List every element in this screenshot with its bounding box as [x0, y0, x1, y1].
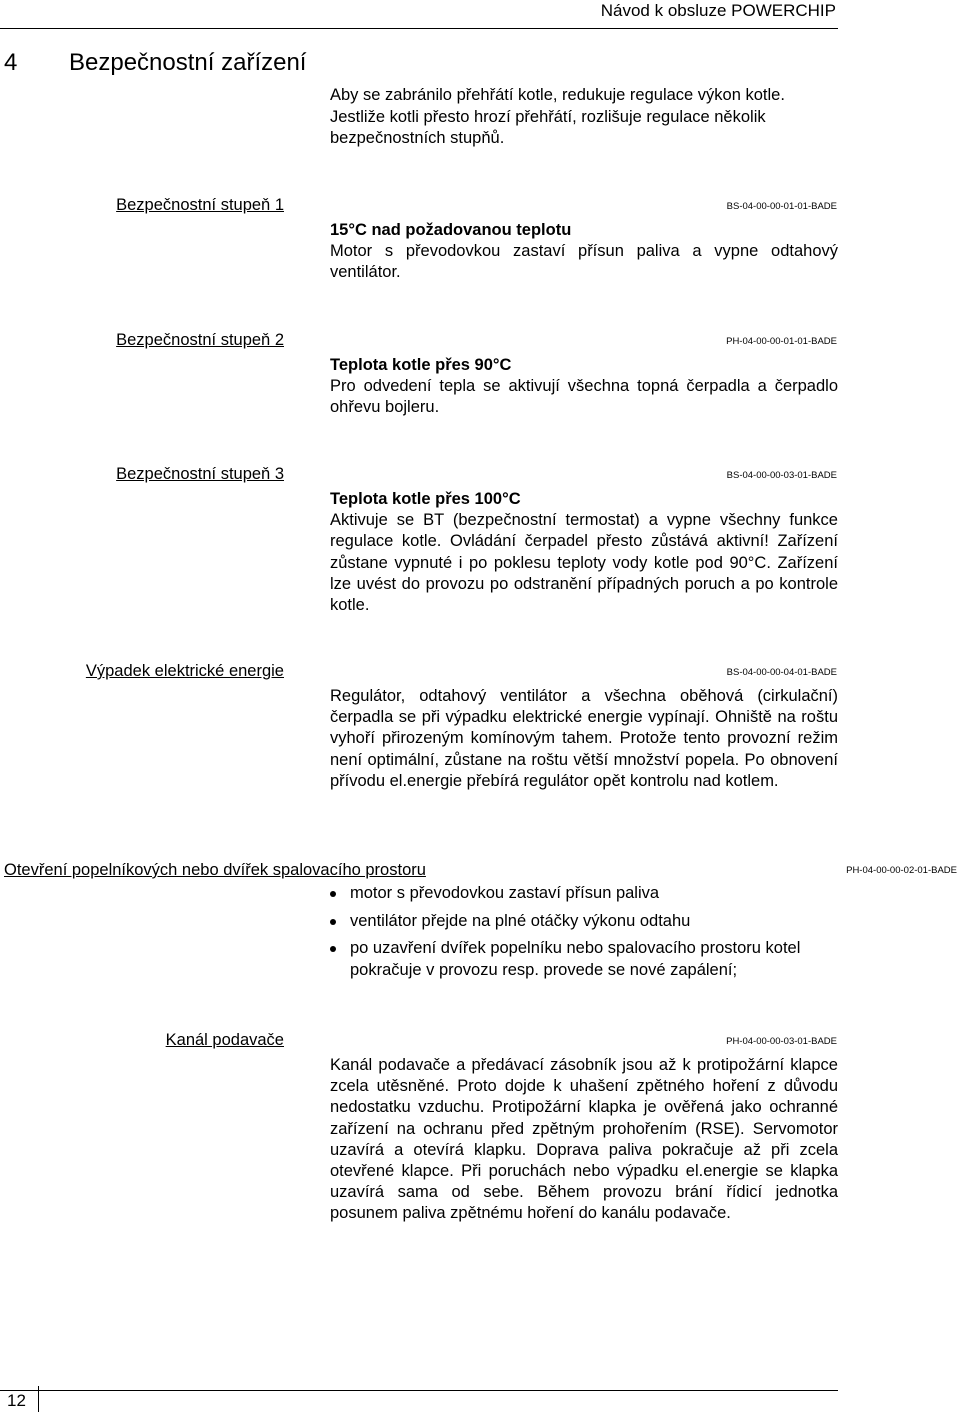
section-label-stage-2: Bezpečnostní stupeň 2	[116, 331, 284, 349]
bullet-icon	[330, 891, 336, 897]
section-subhead-stage-1: 15°C nad požadovanou teplotu	[330, 221, 572, 239]
section-text-stage-2: Pro odvedení tepla se aktivují všechna topná čerpadla a čerpadlo ohřevu bojleru.	[330, 377, 838, 417]
bullet-icon	[330, 946, 336, 952]
section-body-power-outage	[330, 686, 838, 792]
intro-paragraph: Aby se zabránilo přehřátí kotle, redukuje regulace výkon kotle. Jestliže kotli přesto hrozí přehřátí, rozlišuje regulace několik bezpečnostních stupňů.	[330, 86, 785, 147]
section-text-stage-1: Motor s převodovkou zastaví přísun paliva a vypne odtahový ventilátor.	[330, 242, 838, 282]
section-code-door-opening: PH-04-00-00-02-01-BADE	[846, 865, 957, 876]
section-label-stage-1: Bezpečnostní stupeň 1	[116, 196, 284, 214]
running-header-title: Návod k obsluze POWERCHIP	[600, 1, 836, 20]
list-item: motor s převodovkou zastaví přísun paliva	[330, 883, 850, 905]
chapter-number: 4	[4, 49, 18, 76]
chapter-heading	[4, 48, 306, 78]
list-item: po uzavření dvířek popelníku nebo spalovacího prostoru kotel pokračuje v provozu resp. provede se nové zapálení;	[330, 938, 850, 981]
header-rule	[0, 28, 838, 29]
footer-rule	[0, 1390, 838, 1391]
section-body-stage-1	[330, 220, 838, 284]
section-subhead-stage-2: Teplota kotle přes 90°C	[330, 356, 512, 374]
section-label-door-opening: Otevření popelníkových nebo dvířek spalovacího prostoru	[4, 861, 426, 879]
section-body-feeder-channel	[330, 1055, 838, 1225]
page-number: 12	[7, 1391, 26, 1410]
section-text-stage-3: Aktivuje se BT (bezpečnostní termostat) a vypne všechny funkce regulace kotle. Ovládání čerpadel přesto zůstává aktivní! Zařízení zůstane vypnuté i po poklesu teploty vody kotle pod 90°C. Zařízení lze uvést do provozu po odstranění případných poruch a po kontrole kotle.	[330, 511, 838, 615]
chapter-title: Bezpečnostní zařízení	[69, 49, 307, 76]
bullet-icon	[330, 919, 336, 925]
section-code-stage-3: BS-04-00-00-03-01-BADE	[726, 470, 837, 481]
section-text-feeder-channel: Kanál podavače a předávací zásobník jsou až k protipožární klapce zcela utěsněné. Proto dojde k uhašení zpětného hoření z důvodu nedostatku vzduchu. Protipožární klapka je ověřená jako ochranné zařízení na ochranu před zpětným prohořením (RSE). Servomotor uzavírá a otevírá klapku. Doprava paliva pokračuje až při zcela otevřené klapce. Při poruchách nebo výpadku el.energie se klapka uzavírá sama od sebe. Během provozu brání řídicí jednotka posunem paliva zpětnému hoření do kanálu podavače.	[330, 1056, 838, 1223]
list-item: ventilátor přejde na plné otáčky výkonu odtahu	[330, 911, 850, 933]
section-code-power-outage: BS-04-00-00-04-01-BADE	[726, 667, 837, 678]
section-label-power-outage: Výpadek elektrické energie	[85, 662, 284, 680]
section-body-stage-2	[330, 355, 838, 419]
section-text-power-outage: Regulátor, odtahový ventilátor a všechna oběhová (cirkulační) čerpadla se při výpadku elektrické energie vypínají. Ohniště na roštu vyhoří přirozeným komínovým tahem. Protože tento provozní režim není optimální, zůstane na roštu větší množství popela. Po obnovení přívodu el.energie přebírá regulátor opět kontrolu nad kotlem.	[330, 687, 838, 790]
section-label-stage-3: Bezpečnostní stupeň 3	[116, 465, 284, 483]
section-body-stage-3	[330, 489, 838, 616]
section-code-stage-2: PH-04-00-00-01-01-BADE	[726, 336, 837, 347]
bullet-list-door-opening	[330, 883, 850, 987]
section-subhead-stage-3: Teplota kotle přes 100°C	[330, 490, 521, 508]
section-code-stage-1: BS-04-00-00-01-01-BADE	[726, 201, 837, 212]
section-label-feeder-channel: Kanál podavače	[165, 1031, 284, 1049]
section-code-feeder-channel: PH-04-00-00-03-01-BADE	[726, 1036, 837, 1047]
